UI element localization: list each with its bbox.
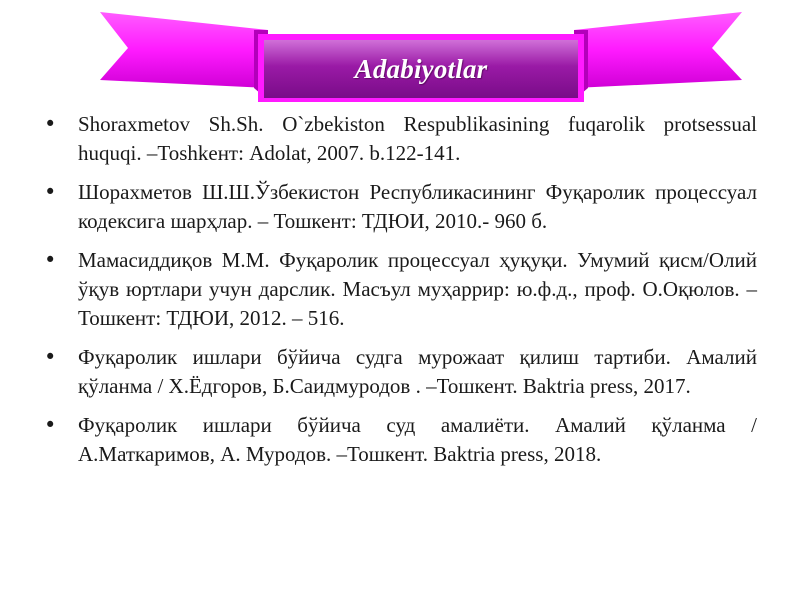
reference-list [44, 110, 757, 479]
reference-item-4 [44, 343, 757, 401]
page-title: Adabiyotlar [354, 53, 488, 84]
reference-item-3 [44, 246, 757, 333]
bullet-icon: • [44, 180, 57, 204]
reference-item-5 [44, 411, 757, 469]
reference-text: Мамасиддиқов М.М. Фуқаролик процессуал ҳуқуқи. Умумий қисм/Олий ўқув юртлари учун дарслик. Масъул муҳаррир: ю.ф.д., проф. О.Оқюлов. – Тошкент: ТДЮИ, 2012. – 516. [78, 248, 757, 330]
reference-text: Шорахметов Ш.Ш.Ўзбекистон Республикасининг Фуқаролик процессуал кодексига шарҳлар. – Тошкент: ТДЮИ, 2010.- 960 б. [78, 180, 757, 233]
reference-text: Фуқаролик ишлари бўйича судга мурожаат қилиш тартиби. Амалий қўланма / Х.Ёдгоров, Б.Саидмуродов . –Тошкент. Baktria press, 2017. [78, 345, 757, 398]
bullet-icon: • [44, 112, 57, 136]
reference-item-2 [44, 178, 757, 236]
bullet-icon: • [44, 345, 57, 369]
ribbon-right-tail [574, 12, 742, 88]
ribbon-left-tail [100, 12, 268, 88]
bullet-icon: • [44, 413, 57, 437]
reference-item-1 [44, 110, 757, 168]
bullet-icon: • [44, 248, 57, 272]
title-banner [0, 0, 800, 110]
reference-text: Shoraxmetov Sh.Sh. O`zbekiston Respublikasining fuqarolik protsessual huquqi. –Toshkeнт: Adolat, 2007. b.122-141. [78, 112, 757, 165]
reference-text: Фуқаролик ишлари бўйича суд амалиёти. Амалий қўланма / А.Маткаримов, А. Муродов. –Тошкент. Baktria press, 2018. [78, 413, 757, 466]
